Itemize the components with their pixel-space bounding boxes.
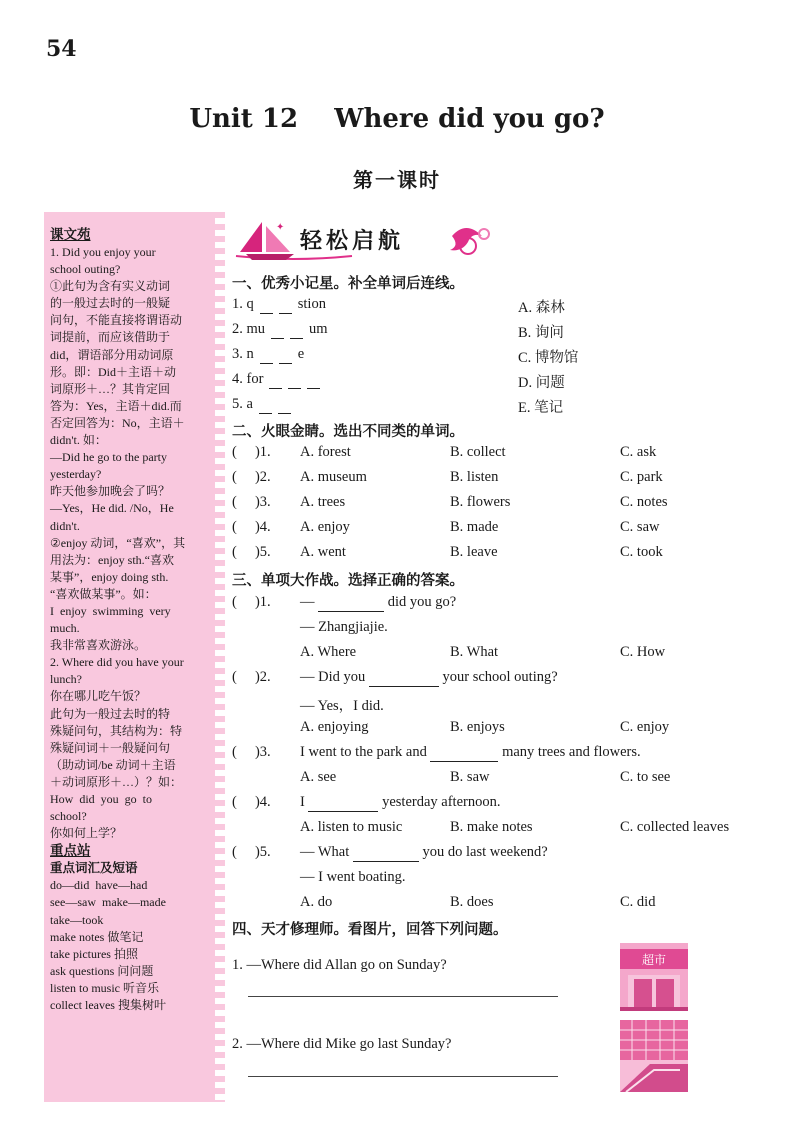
q3-option-a: A. see <box>300 769 337 785</box>
q3-option-c: C. to see <box>620 769 671 785</box>
q4-blank[interactable] <box>308 794 378 812</box>
odd-one-option-b: B. leave <box>450 544 498 560</box>
sidebar-note-line: —Did he go to the party <box>50 450 167 465</box>
sidebar-note-line: 殊疑问词＋一般疑问句 <box>50 740 171 755</box>
letter-blank[interactable] <box>279 346 292 364</box>
library-photo <box>620 1020 688 1092</box>
word-item <box>232 396 297 414</box>
sidebar-vocab-line: see—saw make—made <box>50 895 166 910</box>
part4-title: 四、天才修理师。看图片，回答下列问题。 <box>232 922 508 938</box>
q1-option-a: A. Where <box>300 644 357 660</box>
q2-blank[interactable] <box>369 669 439 687</box>
sidebar-note-line: 词原形＋…？其肯定回 <box>50 381 171 396</box>
part2-title: 二、火眼金睛。选出不同类的单词。 <box>232 424 464 440</box>
odd-one-number: ( )1. <box>232 444 271 460</box>
sidebar-note-line: school? <box>50 809 87 824</box>
supermarket-sign: 超市 <box>641 953 667 967</box>
letter-blank[interactable] <box>260 296 273 314</box>
letter-blank[interactable] <box>271 321 284 339</box>
meaning-item: A. 森林 <box>518 300 565 316</box>
word-item <box>232 296 326 314</box>
sidebar-vocab-list <box>50 877 214 1014</box>
q4-stem: I yesterday afternoon. <box>300 794 501 810</box>
sidebar-note-line: 某事”，enjoy doing sth. <box>50 569 169 584</box>
meaning-item: B. 询问 <box>518 325 564 341</box>
sidebar-note-line: 殊疑问句，其结构为：特 <box>50 723 183 738</box>
sidebar-section-title: 重点站 <box>50 843 91 859</box>
sidebar-note-line: 词提前，而应该借助于 <box>50 330 171 345</box>
sidebar-vocab-line: take pictures 拍照 <box>50 946 138 961</box>
word-item <box>232 321 328 339</box>
sidebar-note-line: I enjoy swimming very <box>50 603 171 618</box>
q4-number: ( )4. <box>232 794 271 810</box>
q3-stem: I went to the park and many trees and flowers. <box>300 744 641 760</box>
odd-one-option-c: C. park <box>620 469 663 485</box>
q1-reply: — Zhangjiajie. <box>300 619 388 635</box>
sidebar-vocab-line: listen to music 听音乐 <box>50 980 159 995</box>
q3-number: ( )3. <box>232 744 271 760</box>
sidebar-note-line: school outing? <box>50 262 121 277</box>
sidebar-content <box>50 226 214 1014</box>
section-banner <box>232 216 502 262</box>
odd-one-option-b: B. made <box>450 519 499 535</box>
sidebar-notes <box>50 244 214 842</box>
sidebar-note-line: ＋动词原形＋…）？如： <box>50 774 183 789</box>
sidebar-note-line: 我非常喜欢游泳。 <box>50 638 147 653</box>
part4-question-1: 1. —Where did Allan go on Sunday? <box>232 957 447 973</box>
part3-title: 三、单项大作战。选择正确的答案。 <box>232 573 464 589</box>
sidebar-note-line: 的一般过去时的一般疑 <box>50 296 171 311</box>
sidebar-note-line: 形。即：Did＋主语＋动 <box>50 364 177 379</box>
odd-one-number: ( )5. <box>232 544 271 560</box>
letter-blank[interactable] <box>288 371 301 389</box>
sidebar-note-line: —Yes，He did. /No，He <box>50 501 174 516</box>
odd-one-option-a: A. museum <box>300 469 367 485</box>
svg-text:✦: ✦ <box>276 222 285 233</box>
q4-option-c: C. collected leaves <box>620 819 730 835</box>
sidebar-note-line: yesterday? <box>50 467 102 482</box>
letter-blank[interactable] <box>278 396 291 414</box>
q5-blank[interactable] <box>353 844 419 862</box>
lesson-title: 第一课时 <box>353 168 441 192</box>
sidebar-zigzag-edge <box>215 212 225 1102</box>
word-prefix: 4. for <box>232 371 264 387</box>
sidebar-note-line: 否定回答为：No，主语＋ <box>50 415 185 430</box>
meaning-item: D. 问题 <box>518 375 565 391</box>
odd-one-number: ( )3. <box>232 494 271 510</box>
sidebar-note-line: didn't. 如： <box>50 433 107 448</box>
letter-blank[interactable] <box>290 321 303 339</box>
q5-option-c: C. did <box>620 894 656 910</box>
word-prefix: 1. q <box>232 296 254 312</box>
sidebar-note-line: 你在哪儿吃午饭？ <box>50 689 147 704</box>
word-suffix: um <box>309 321 328 337</box>
q5-reply: — I went boating. <box>300 869 406 885</box>
sidebar-vocab-line: take—took <box>50 912 104 927</box>
sidebar-note-line: 1. Did you enjoy your <box>50 245 156 259</box>
q2-option-a: A. enjoying <box>300 719 369 735</box>
sidebar-vocab-line: make notes 做笔记 <box>50 929 144 944</box>
sidebar-note-line: 此句为一般过去时的特 <box>50 706 171 721</box>
sidebar-note-line: did，谓语部分用动词原 <box>50 347 174 362</box>
word-item <box>232 371 326 389</box>
q1-option-c: C. How <box>620 644 666 660</box>
q3-option-b: B. saw <box>450 769 490 785</box>
odd-one-option-c: C. notes <box>620 494 668 510</box>
odd-one-option-b: B. listen <box>450 469 499 485</box>
odd-one-option-c: C. saw <box>620 519 660 535</box>
sidebar-note-line: 昨天他参加晚会了吗？ <box>50 484 171 499</box>
sidebar-section-title: 课文苑 <box>50 227 91 242</box>
answer-line-2[interactable] <box>248 1076 558 1077</box>
q1-option-b: B. What <box>450 644 499 660</box>
odd-one-option-c: C. took <box>620 544 663 560</box>
sidebar-note-line: much. <box>50 621 80 636</box>
q5-number: ( )5. <box>232 844 271 860</box>
unit-title: Unit 12 Where did you go? <box>189 104 605 134</box>
meaning-item: E. 笔记 <box>518 400 564 416</box>
sidebar-note-line: 2. Where did you have your <box>50 655 184 670</box>
sidebar-note-line: ①此句为含有实义动词 <box>50 279 171 294</box>
q4-option-a: A. listen to music <box>300 819 403 835</box>
q5-stem: — What you do last weekend? <box>300 844 548 860</box>
answer-line-1[interactable] <box>248 996 558 997</box>
odd-one-option-b: B. collect <box>450 444 506 460</box>
letter-blank[interactable] <box>259 396 272 414</box>
sidebar-note-line: 你如何上学？ <box>50 826 123 841</box>
sidebar-subtitle: 重点词汇及短语 <box>50 861 138 876</box>
word-prefix: 3. n <box>232 346 254 362</box>
q5-option-a: A. do <box>300 894 333 910</box>
sidebar-note-line: 用法为：enjoy sth.“喜欢 <box>50 552 174 567</box>
sidebar-note-line: 答为：Yes，主语＋did.而 <box>50 398 182 413</box>
letter-blank[interactable] <box>307 371 320 389</box>
odd-one-option-a: A. went <box>300 544 346 560</box>
sidebar <box>44 212 218 1102</box>
sidebar-note-line: lunch? <box>50 672 82 687</box>
part4-question-2: 2. —Where did Mike go last Sunday? <box>232 1036 452 1052</box>
q1-number: ( )1. <box>232 594 271 610</box>
word-prefix: 2. mu <box>232 321 266 337</box>
odd-one-option-b: B. flowers <box>450 494 511 510</box>
q5-option-b: B. does <box>450 894 494 910</box>
meaning-item: C. 博物馆 <box>518 350 579 366</box>
sidebar-note-line: 问句，不能直接将谓语动 <box>50 313 183 328</box>
odd-one-option-a: A. enjoy <box>300 519 350 535</box>
word-item <box>232 346 304 364</box>
q4-option-b: B. make notes <box>450 819 533 835</box>
word-suffix: e <box>297 346 305 362</box>
q2-stem: — Did you your school outing? <box>300 669 558 685</box>
q2-option-c: C. enjoy <box>620 719 670 735</box>
sidebar-note-line: （助动词/be 动词＋主语 <box>50 757 176 772</box>
sidebar-note-line: How did you go to <box>50 792 152 806</box>
odd-one-option-a: A. forest <box>300 444 351 460</box>
sidebar-vocab-line: ask questions 问问题 <box>50 963 154 978</box>
sidebar-vocab-line: do—did have—had <box>50 878 148 893</box>
q2-number: ( )2. <box>232 669 271 685</box>
q3-blank[interactable] <box>430 744 498 762</box>
page-number: 54 <box>46 36 77 62</box>
sidebar-vocab-line: collect leaves 搜集树叶 <box>50 998 166 1013</box>
sidebar-note-line: didn't. <box>50 518 80 533</box>
banner-title: 轻松启航 <box>300 228 405 254</box>
q2-reply: — Yes，I did. <box>300 698 384 714</box>
q1-blank[interactable] <box>318 594 384 612</box>
sidebar-note-line: ②enjoy 动词，“喜欢”，其 <box>50 535 186 550</box>
letter-blank[interactable] <box>260 346 273 364</box>
word-suffix: stion <box>297 296 326 312</box>
letter-blank[interactable] <box>269 371 282 389</box>
odd-one-option-c: C. ask <box>620 444 657 460</box>
q2-option-b: B. enjoys <box>450 719 505 735</box>
q1-stem: — did you go? <box>300 594 457 610</box>
odd-one-option-a: A. trees <box>300 494 346 510</box>
sidebar-note-line: “喜欢做某事”。如： <box>50 586 157 601</box>
odd-one-number: ( )4. <box>232 519 271 535</box>
part1-title: 一、优秀小记星。补全单词后连线。 <box>232 276 464 292</box>
odd-one-number: ( )2. <box>232 469 271 485</box>
word-prefix: 5. a <box>232 396 253 412</box>
letter-blank[interactable] <box>279 296 292 314</box>
supermarket-photo <box>620 943 688 1011</box>
